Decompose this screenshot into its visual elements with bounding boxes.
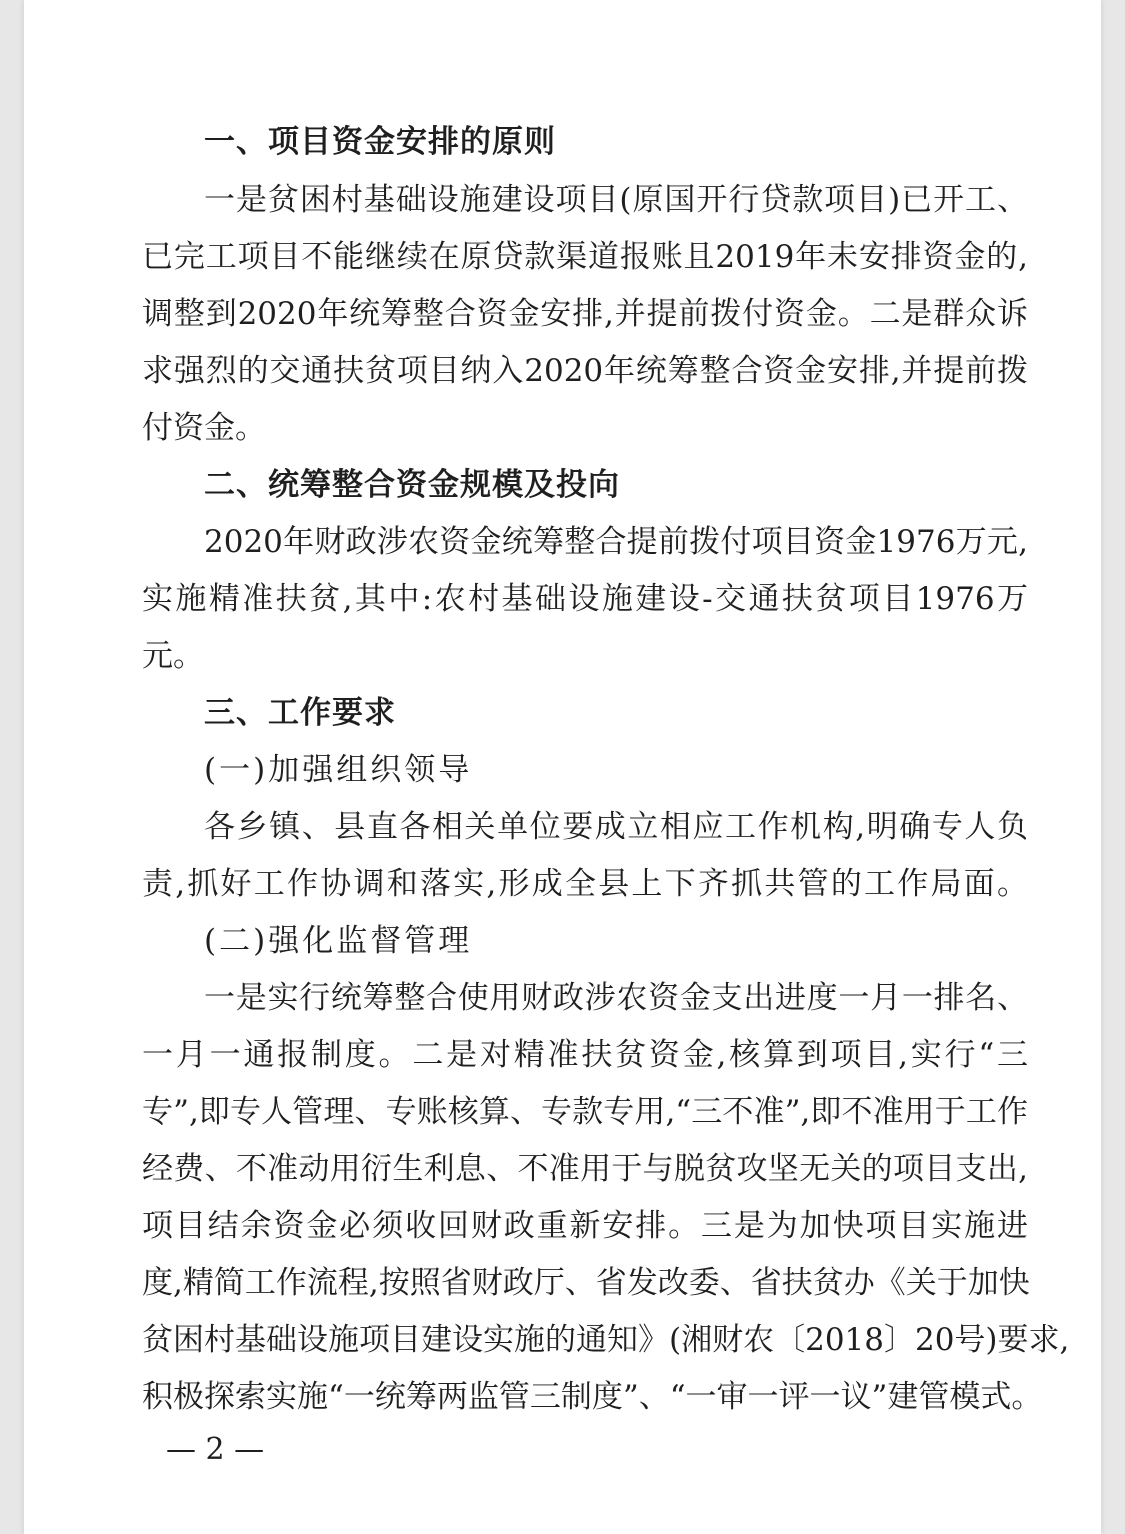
body-line: 一月一通报制度。二是对精准扶贫资金,核算到项目,实行“三 (142, 1037, 1028, 1073)
body-line: 一是实行统筹整合使用财政涉农资金支出进度一月一排名、 (204, 980, 1028, 1016)
body-line: 付资金。 (142, 410, 266, 446)
subsection2-title: (二)强化监督管理 (204, 923, 473, 959)
body-line: 各乡镇、县直各相关单位要成立相应工作机构,明确专人负 (204, 809, 1028, 845)
body-line: 调整到2020年统筹整合资金安排,并提前拨付资金。二是群众诉 (142, 296, 1028, 332)
body-line: 项目结余资金必须收回财政重新安排。三是为加快项目实施进 (142, 1208, 1028, 1244)
section3-heading: 三、工作要求 (204, 695, 396, 731)
subsection1-title: (一)加强组织领导 (204, 752, 473, 788)
body-line: 一是贫困村基础设施建设项目(原国开行贷款项目)已开工、 (204, 182, 1028, 218)
body-line: 贫困村基础设施项目建设实施的通知》(湘财农〔2018〕20号)要求, (142, 1322, 1070, 1358)
body-line: 2020年财政涉农资金统筹整合提前拨付项目资金1976万元, (204, 524, 1028, 560)
body-line: 实施精准扶贫,其中:农村基础设施建设-交通扶贫项目1976万 (142, 581, 1028, 617)
body-line: 责,抓好工作协调和落实,形成全县上下齐抓共管的工作局面。 (142, 866, 1028, 902)
section2-heading: 二、统筹整合资金规模及投向 (204, 467, 620, 503)
body-line: 已完工项目不能继续在原贷款渠道报账且2019年未安排资金的, (142, 239, 1028, 275)
body-line: 积极探索实施“一统筹两监管三制度”、“一审一评一议”建管模式。 (142, 1379, 1043, 1415)
document-page (24, 0, 1101, 1534)
body-line: 求强烈的交通扶贫项目纳入2020年统筹整合资金安排,并提前拨 (142, 353, 1028, 389)
body-line: 专”,即专人管理、专账核算、专款专用,“三不准”,即不准用于工作 (142, 1094, 1028, 1130)
body-line: 元。 (142, 638, 204, 674)
section1-heading: 一、项目资金安排的原则 (204, 124, 556, 160)
page-number: — 2 — (166, 1432, 265, 1467)
body-line: 度,精简工作流程,按照省财政厅、省发改委、省扶贫办《关于加快 (142, 1265, 1030, 1301)
body-line: 经费、不准动用衍生利息、不准用于与脱贫攻坚无关的项目支出, (142, 1151, 1028, 1187)
